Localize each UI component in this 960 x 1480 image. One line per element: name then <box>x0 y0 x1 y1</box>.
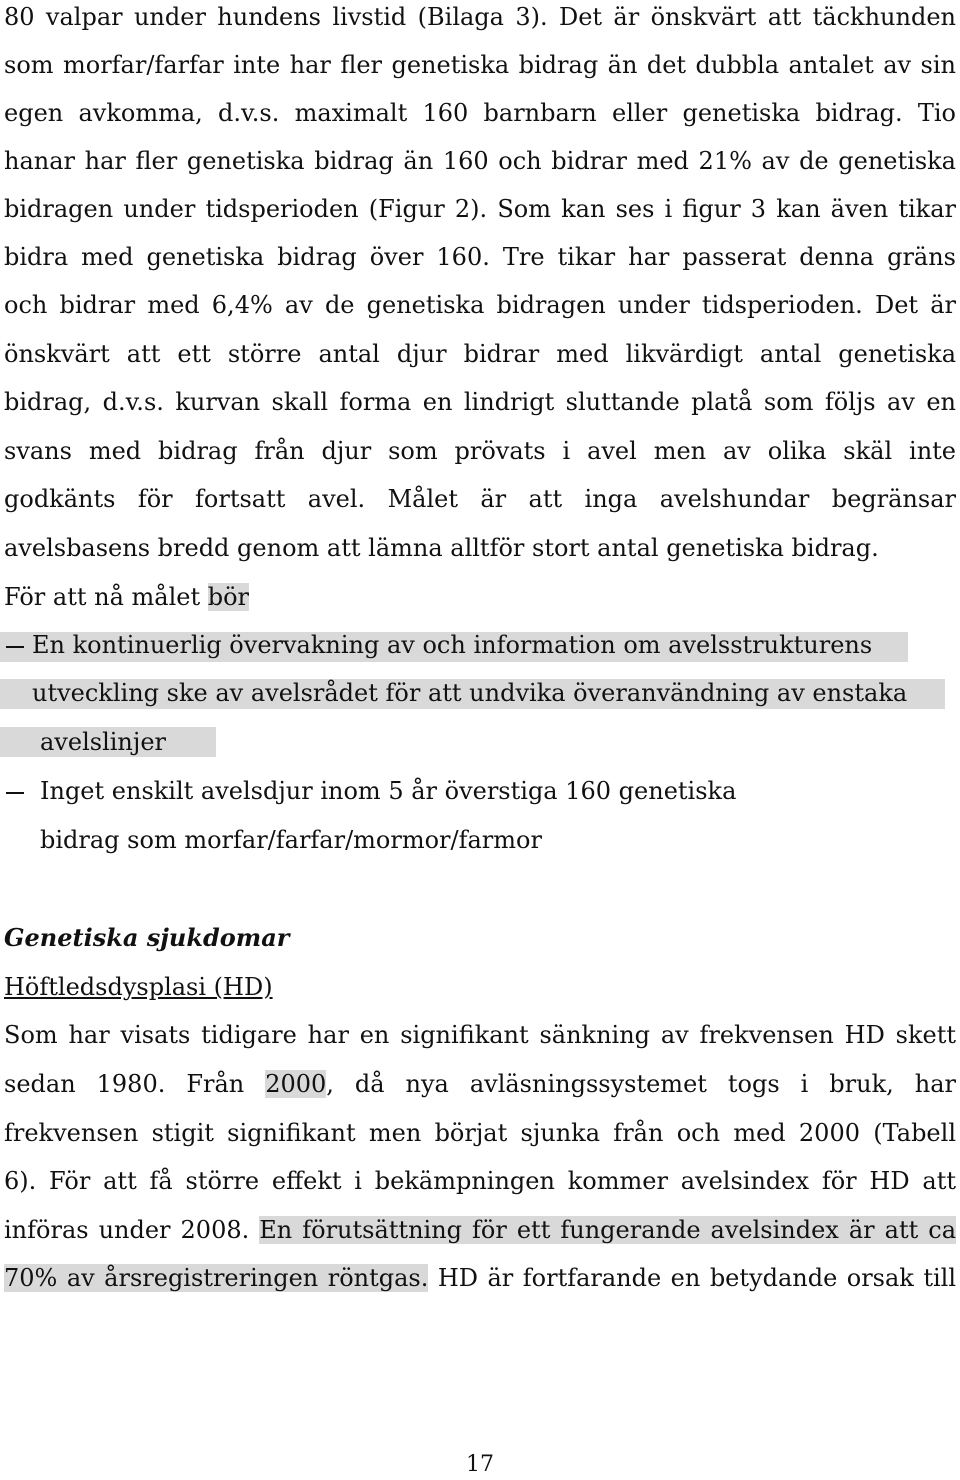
text-line <box>4 1215 956 1245</box>
text-line: 6). För att få större effekt i bekämpningen kommer avelsindex för HD att <box>4 1167 956 1195</box>
bullet-text: Inget enskilt avelsdjur inom 5 år överstiga 160 genetiska <box>40 777 737 805</box>
text-line: bidra med genetiska bidrag över 160. Tre tikar har passerat denna gräns <box>4 243 956 271</box>
goal-highlight: bör <box>207 583 250 611</box>
text-line: frekvensen stigit signifikant men börjat sjunka från och med 2000 (Tabell <box>4 1119 956 1147</box>
text-span: , då nya avläsningssystemet togs i bruk, har <box>326 1070 956 1098</box>
text-line: egen avkomma, d.v.s. maximalt 160 barnbarn eller genetiska bidrag. Tio <box>4 99 956 127</box>
text-line: hanar har fler genetiska bidrag än 160 och bidrar med 21% av de genetiska <box>4 147 956 175</box>
text-line <box>4 1069 956 1099</box>
bullet-text: bidrag som morfar/farfar/mormor/farmor <box>40 826 542 854</box>
text-line <box>4 1263 956 1293</box>
highlight-span: 2000 <box>265 1070 327 1098</box>
text-line: som morfar/farfar inte har fler genetiska bidrag än det dubbla antalet av sin <box>4 51 956 79</box>
text-line: 80 valpar under hundens livstid (Bilaga 3). Det är önskvärt att täckhunden <box>4 3 956 31</box>
highlight-span: 70% av årsregistreringen röntgas. <box>4 1264 429 1292</box>
goal-lead: För att nå målet <box>4 583 208 611</box>
subsection-heading: Höftledsdysplasi (HD) <box>4 973 273 1001</box>
bullet-text: En kontinuerlig övervakning av och information om avelsstrukturens <box>32 631 873 659</box>
bullet-dash-icon <box>6 792 24 794</box>
text-span: HD är fortfarande en betydande orsak till <box>428 1264 957 1292</box>
goal-line <box>4 582 249 612</box>
text-line: bidrag, d.v.s. kurvan skall forma en lindrigt sluttande platå som följs av en <box>4 388 956 416</box>
text-span: införas under 2008. <box>4 1216 260 1244</box>
text-line: godkänts för fortsatt avel. Målet är att inga avelshundar begränsar <box>4 485 956 513</box>
page-number: 17 <box>466 1452 494 1477</box>
text-span: sedan 1980. Från <box>4 1070 266 1098</box>
highlight-span: En förutsättning för ett fungerande avelsindex är att ca <box>259 1216 957 1244</box>
bullet-dash-icon <box>6 646 24 648</box>
text-line: önskvärt att ett större antal djur bidrar med likvärdigt antal genetiska <box>4 340 956 368</box>
text-line: och bidrar med 6,4% av de genetiska bidragen under tidsperioden. Det är <box>4 291 956 319</box>
text-line: bidragen under tidsperioden (Figur 2). Som kan ses i figur 3 kan även tikar <box>4 195 956 223</box>
bullet-text: avelslinjer <box>40 728 166 756</box>
bullet-text: utveckling ske av avelsrådet för att undvika överanvändning av enstaka <box>32 679 908 707</box>
text-line: Som har visats tidigare har en signifikant sänkning av frekvensen HD skett <box>4 1021 956 1049</box>
text-line: svans med bidrag från djur som prövats i avel men av olika skäl inte <box>4 437 956 465</box>
text-line: avelsbasens bredd genom att lämna alltför stort antal genetiska bidrag. <box>4 534 879 562</box>
section-heading: Genetiska sjukdomar <box>4 923 290 952</box>
